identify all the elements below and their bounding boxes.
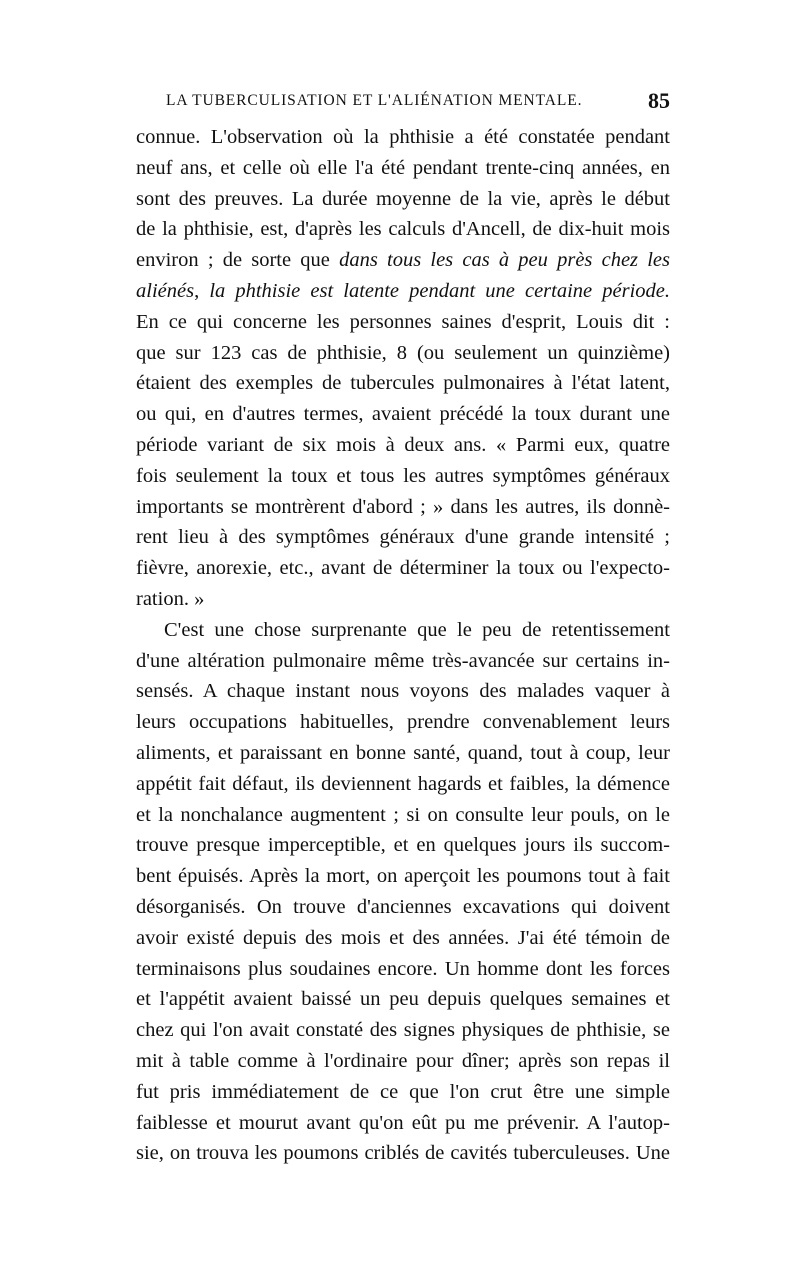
text-line: [136, 399, 670, 430]
text-segment: trouve presque imperceptible, et en quelques jours ils succom-: [136, 834, 670, 857]
text-line: [136, 461, 670, 492]
text-line: [136, 707, 670, 738]
text-line: [136, 184, 670, 215]
text-segment: de la phthisie, est, d'après les calculs d'Ancell, de dix-huit mois: [136, 218, 670, 241]
text-line: [136, 492, 670, 523]
text-line: [136, 1138, 670, 1169]
text-segment: environ ; de sorte que: [136, 249, 340, 272]
text-segment: faiblesse et mourut avant qu'on eût pu me prévenir. A l'autop-: [136, 1111, 670, 1134]
text-segment: et la nonchalance augmentent ; si on consulte leur pouls, on le: [136, 803, 670, 826]
text-line: [136, 522, 670, 553]
text-segment: ,: [194, 279, 210, 302]
text-segment: fut pris immédiatement de ce que l'on crut être une simple: [136, 1080, 670, 1103]
text-line: [136, 800, 670, 831]
text-segment: que sur 123 cas de phthisie, 8 (ou seulement un quinzième): [136, 341, 670, 364]
running-head: [136, 88, 670, 122]
text-line: [136, 307, 670, 338]
text-line: [136, 584, 670, 615]
text-line: [136, 954, 670, 985]
body-text: [136, 122, 670, 1169]
italic-text: la phthisie est latente pendant une certaine période.: [209, 279, 670, 302]
text-segment: désorganisés. On trouve d'anciennes excavations qui doivent: [136, 895, 670, 918]
text-segment: leurs occupations habituelles, prendre convenablement leurs: [136, 711, 670, 734]
text-segment: sont des preuves. La durée moyenne de la vie, après le début: [136, 187, 670, 210]
running-title: LA TUBERCULISATION ET L'ALIÉNATION MENTALE.: [166, 92, 583, 109]
page-number: 85: [648, 88, 670, 113]
text-line: [136, 153, 670, 184]
text-segment: mit à table comme à l'ordinaire pour dîner; après son repas il: [136, 1049, 670, 1072]
text-segment: chez qui l'on avait constaté des signes physiques de phthisie, se: [136, 1019, 670, 1042]
text-line: [136, 553, 670, 584]
text-line: [136, 122, 670, 153]
text-segment: période variant de six mois à deux ans. « Parmi eux, quatre: [136, 433, 670, 456]
text-line: [136, 892, 670, 923]
text-segment: bent épuisés. Après la mort, on aperçoit les poumons tout à fait: [136, 865, 670, 888]
text-line: [136, 984, 670, 1015]
book-page: [136, 88, 670, 1169]
italic-text: aliénés: [136, 279, 195, 302]
text-segment: étaient des exemples de tubercules pulmonaires à l'état latent,: [136, 372, 670, 395]
text-line: [136, 738, 670, 769]
text-line: [136, 368, 670, 399]
text-segment: d'une altération pulmonaire même très-avancée sur certains in-: [136, 649, 670, 672]
text-line: [136, 861, 670, 892]
text-segment: fièvre, anorexie, etc., avant de déterminer la toux ou l'expecto-: [136, 557, 670, 580]
text-segment: C'est une chose surprenante que le peu de retentissement: [164, 618, 670, 641]
text-line: [136, 769, 670, 800]
text-line: [136, 676, 670, 707]
text-segment: ration. »: [136, 587, 205, 610]
text-segment: terminaisons plus soudaines encore. Un homme dont les forces: [136, 957, 670, 980]
text-segment: sensés. A chaque instant nous voyons des malades vaquer à: [136, 680, 670, 703]
text-line: [136, 1046, 670, 1077]
text-segment: importants se montrèrent d'abord ; » dans les autres, ils donnè-: [136, 495, 670, 518]
text-line: [136, 338, 670, 369]
text-segment: fois seulement la toux et tous les autres symptômes généraux: [136, 464, 670, 487]
text-line: [136, 214, 670, 245]
text-segment: appétit fait défaut, ils deviennent hagards et faibles, la démence: [136, 772, 670, 795]
text-segment: et l'appétit avaient baissé un peu depuis quelques semaines et: [136, 988, 670, 1011]
text-line: [136, 646, 670, 677]
italic-text: dans tous les cas à peu près chez les: [339, 249, 670, 272]
text-segment: neuf ans, et celle où elle l'a été pendant trente-cinq années, en: [136, 156, 670, 179]
text-segment: sie, on trouva les poumons criblés de cavités tuberculeuses. Une: [136, 1142, 670, 1165]
text-segment: rent lieu à des symptômes généraux d'une grande intensité ;: [136, 526, 670, 549]
text-line: [136, 830, 670, 861]
text-line: [136, 1077, 670, 1108]
text-line: [136, 1108, 670, 1139]
text-segment: En ce qui concerne les personnes saines d'esprit, Louis dit :: [136, 310, 670, 333]
text-segment: aliments, et paraissant en bonne santé, quand, tout à coup, leur: [136, 741, 670, 764]
text-segment: ou qui, en d'autres termes, avaient précédé la toux durant une: [136, 403, 670, 426]
text-line: [136, 430, 670, 461]
text-segment: connue. L'observation où la phthisie a été constatée pendant: [136, 126, 670, 148]
text-segment: avoir existé depuis des mois et des années. J'ai été témoin de: [136, 926, 670, 949]
text-line: [136, 245, 670, 276]
text-line: [136, 276, 670, 307]
text-line: [136, 923, 670, 954]
text-line: [136, 1015, 670, 1046]
text-line: [136, 615, 670, 646]
